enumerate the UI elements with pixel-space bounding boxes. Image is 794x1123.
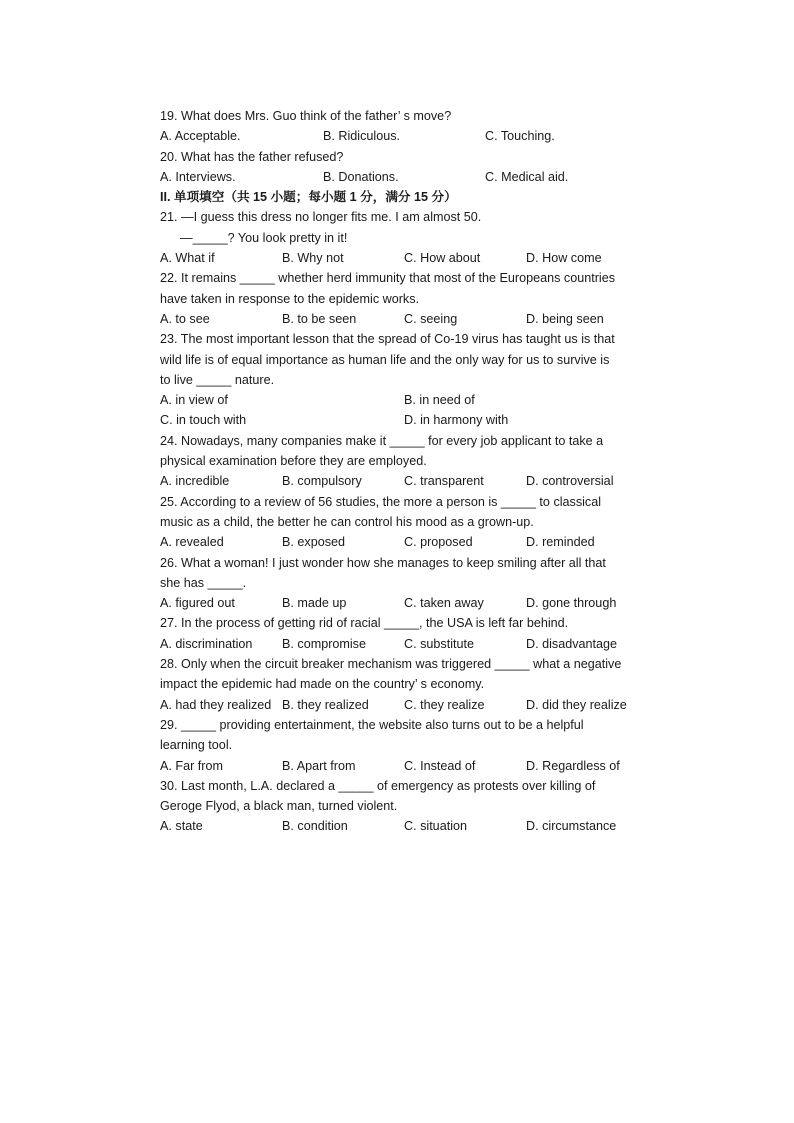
option-a: A. revealed (160, 535, 224, 550)
option-a: A. to see (160, 311, 210, 326)
question-stem: 30. Last month, L.A. declared a _____ of emergency as protests over killing of (160, 778, 596, 793)
option-d: D. did they realize (526, 697, 627, 712)
question-stem-continued: she has _____. (160, 575, 247, 590)
option-c: C. transparent (404, 474, 484, 489)
exam-page (160, 106, 640, 837)
question-26 (160, 553, 640, 614)
question-stem-continued: have taken in response to the epidemic works. (160, 291, 420, 306)
option-c: C. they realize (404, 697, 485, 712)
option-b: B. Why not (282, 251, 344, 266)
question-27 (160, 613, 640, 654)
question-stem: 20. What has the father refused? (160, 149, 344, 164)
answer-options (160, 167, 640, 187)
option-b: B. Ridiculous. (323, 129, 400, 144)
option-c: C. seeing (404, 311, 458, 326)
option-b: B. Apart from (282, 758, 356, 773)
option-d: D. Regardless of (526, 758, 620, 773)
questions-single-choice (160, 207, 640, 836)
question-stem-continued: wild life is of equal importance as human life and the only way for us to survive is (160, 352, 610, 367)
option-a: A. figured out (160, 596, 235, 611)
question-stem: 23. The most important lesson that the spread of Co-19 virus has taught us is that (160, 332, 615, 347)
option-b: B. exposed (282, 535, 346, 550)
option-a: A. in view of (160, 393, 228, 408)
question-stem: 27. In the process of getting rid of racial _____, the USA is left far behind. (160, 616, 569, 631)
answer-options (160, 390, 640, 410)
option-b: B. compulsory (282, 474, 362, 489)
option-c: C. Instead of (404, 758, 476, 773)
question-25 (160, 492, 640, 553)
question-stem-continued: impact the epidemic had made on the country’ s economy. (160, 677, 485, 692)
question-24 (160, 431, 640, 492)
option-c: C. How about (404, 251, 481, 266)
option-d: D. circumstance (526, 819, 617, 834)
answer-options (160, 248, 640, 268)
question-23 (160, 329, 640, 430)
option-d: D. How come (526, 251, 602, 266)
question-stem-continued: learning tool. (160, 738, 233, 753)
option-b: B. to be seen (282, 311, 357, 326)
question-stem: 28. Only when the circuit breaker mechanism was triggered _____ what a negative (160, 657, 622, 672)
question-stem-continued: physical examination before they are employed. (160, 454, 427, 469)
option-d: D. reminded (526, 535, 595, 550)
option-a: A. Far from (160, 758, 223, 773)
option-c: C. taken away (404, 596, 484, 611)
option-a: A. discrimination (160, 636, 253, 651)
question-stem: 26. What a woman! I just wonder how she manages to keep smiling after all that (160, 555, 606, 570)
option-b: B. condition (282, 819, 348, 834)
question-30 (160, 776, 640, 837)
question-21 (160, 207, 640, 268)
answer-options (160, 309, 640, 329)
question-stem: 29. _____ providing entertainment, the website also turns out to be a helpful (160, 717, 584, 732)
option-c: C. situation (404, 819, 467, 834)
option-c: C. proposed (404, 535, 473, 550)
option-c: C. Touching. (485, 129, 555, 144)
option-a: A. incredible (160, 474, 230, 489)
answer-options (160, 634, 640, 654)
option-d: D. disadvantage (526, 636, 618, 651)
answer-options (160, 410, 640, 430)
answer-options (160, 816, 640, 836)
option-d: D. in harmony with (404, 413, 509, 428)
answer-options (160, 532, 640, 552)
answer-options (160, 695, 640, 715)
answer-options (160, 593, 640, 613)
option-b: B. made up (282, 596, 347, 611)
option-a: A. What if (160, 251, 215, 266)
option-c: C. Medical aid. (485, 169, 569, 184)
question-22 (160, 268, 640, 329)
answer-options (160, 756, 640, 776)
question-stem-continued: to live _____ nature. (160, 372, 275, 387)
question-stem: 25. According to a review of 56 studies, the more a person is _____ to classical (160, 494, 602, 509)
option-a: A. Interviews. (160, 169, 236, 184)
option-d: D. gone through (526, 596, 617, 611)
option-d: D. being seen (526, 311, 604, 326)
question-stem-continued: Geroge Flyod, a black man, turned violent. (160, 799, 398, 814)
question-stem: 21. —I guess this dress no longer fits me. I am almost 50. (160, 210, 482, 225)
question-28 (160, 654, 640, 715)
option-a: A. had they realized (160, 697, 272, 712)
option-c: C. substitute (404, 636, 474, 651)
option-a: A. state (160, 819, 203, 834)
question-stem: 24. Nowadays, many companies make it _____ for every job applicant to take a (160, 433, 604, 448)
option-b: B. in need of (404, 393, 475, 408)
question-stem-continued: music as a child, the better he can control his mood as a grown-up. (160, 514, 534, 529)
option-c: C. in touch with (160, 413, 247, 428)
dialogue-reply: —_____? You look pretty in it! (180, 230, 348, 245)
question-29 (160, 715, 640, 776)
question-stem: 19. What does Mrs. Guo think of the father’ s move? (160, 109, 452, 123)
question-20 (160, 147, 640, 188)
answer-options (160, 471, 640, 491)
answer-options (160, 126, 640, 146)
option-b: B. Donations. (323, 169, 399, 184)
question-stem: 22. It remains _____ whether herd immunity that most of the Europeans countries (160, 271, 616, 286)
option-d: D. controversial (526, 474, 614, 489)
option-b: B. compromise (282, 636, 366, 651)
section-heading: II. 单项填空（共 15 小题；每小题 1 分，满分 15 分） (160, 190, 457, 205)
question-19 (160, 106, 640, 147)
questions-listening (160, 106, 640, 187)
option-a: A. Acceptable. (160, 129, 241, 144)
option-b: B. they realized (282, 697, 369, 712)
